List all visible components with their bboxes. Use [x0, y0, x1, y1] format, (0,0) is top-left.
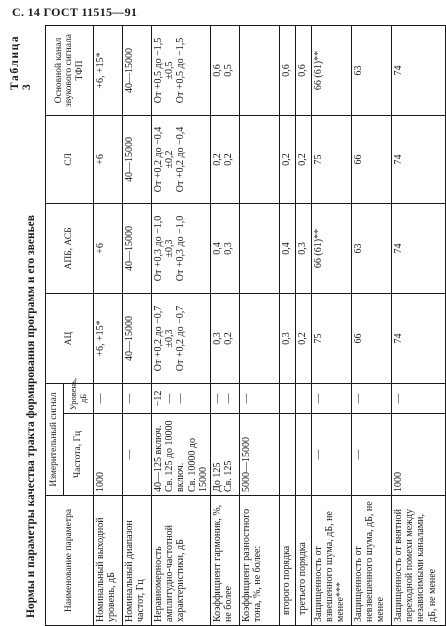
cell-apb: 66 (61)** [311, 203, 351, 293]
row-name: Коэффициент разностного тона, %, не более: [239, 496, 279, 626]
cell-ac: От +0,2 до −0,7 ±0,3 От +0,2 до −0,7 [152, 293, 211, 383]
cell-freq: 5000—15000 [239, 414, 279, 496]
table-row [391, 25, 445, 625]
table-row [152, 25, 211, 625]
cell-freq: 1000 [391, 414, 445, 496]
cell-apb: 0,4 [279, 203, 295, 293]
cell-sl [239, 115, 279, 203]
row-name: Защищенность от невзвешенного шума, дБ, не менее [351, 496, 391, 626]
cell-main: 63 [351, 25, 391, 115]
row-name: Номинальный выходной уровень, дБ [94, 496, 123, 626]
cell-freq: 40—125 включ. Св. 125 до 10000 включ. Св. 10000 до 15000 [152, 414, 211, 496]
rotated-table-block [9, 26, 438, 626]
header-freq: Частота, Гц [64, 414, 94, 496]
cell-main: 0,6 0,5 [210, 25, 239, 115]
header-signal-group: Измерительный сигнал [46, 383, 64, 495]
cell-apb: 63 [351, 203, 391, 293]
row-name: Неравномерность амплитудно-частотной характеристики, дБ [152, 496, 211, 626]
cell-sl: 75 [311, 115, 351, 203]
cell-apb: От +0,3 до −1,0 ±0,3 От +0,3 до −1,0 [152, 203, 211, 293]
cell-ac: 74 [391, 293, 445, 383]
cell-sl: 40—15000 [123, 115, 152, 203]
cell-main: 0,6 [279, 25, 295, 115]
row-name: Защищенность от взвешенного шума, дБ, не менее*** [311, 496, 351, 626]
cell-level: — [123, 383, 152, 413]
cell-sl: 0,2 [295, 115, 311, 203]
page-header: С. 14 ГОСТ 11515—91 [12, 5, 138, 19]
cell-apb: 0,4 0,3 [210, 203, 239, 293]
table-label: Таблица 3 [9, 34, 33, 90]
header-ac: АЦ [46, 293, 94, 383]
cell-freq: — [123, 414, 152, 496]
quality-norms-table [45, 25, 446, 626]
cell-level: — — [210, 383, 239, 413]
cell-ac: 75 [311, 293, 351, 383]
table-row [351, 25, 391, 625]
cell-main: 66 (61)** [311, 25, 351, 115]
header-param: Наименование параметра [46, 496, 94, 626]
cell-freq: 1000 [94, 414, 123, 496]
cell-sl: От +0,2 до −0,4 ±0,2 От +0,2 до −0,4 [152, 115, 211, 203]
table-row [295, 25, 311, 625]
cell-main: 40—15000 [123, 25, 152, 115]
cell-ac [239, 293, 279, 383]
cell-main: От +0,5 до −1,5 ±0,5 От +0,5 до −1,5 [152, 25, 211, 115]
table-row [311, 25, 351, 625]
cell-ac: 0,3 0,2 [210, 293, 239, 383]
table-header-row [46, 25, 64, 625]
cell-level: — [391, 383, 445, 413]
cell-level [279, 383, 295, 413]
cell-freq: До 125 Св. 125 [210, 414, 239, 496]
cell-apb [239, 203, 279, 293]
cell-apb: 40—15000 [123, 203, 152, 293]
cell-ac: 40—15000 [123, 293, 152, 383]
table-row [123, 25, 152, 625]
cell-apb: +6 [94, 203, 123, 293]
cell-level: −12 — — [152, 383, 211, 413]
cell-level [295, 383, 311, 413]
table-row [210, 25, 239, 625]
row-name: второго порядка [279, 496, 295, 626]
header-sl: СЛ [46, 115, 94, 203]
header-apb: АПБ, АСБ [46, 203, 94, 293]
cell-sl: +6 [94, 115, 123, 203]
cell-level: — [239, 383, 279, 413]
cell-main [239, 25, 279, 115]
cell-apb: 0,3 [295, 203, 311, 293]
cell-ac: 0,2 [295, 293, 311, 383]
table-row [279, 25, 295, 625]
cell-ac: 0,3 [279, 293, 295, 383]
row-name: третьего порядка [295, 496, 311, 626]
cell-sl: 66 [351, 115, 391, 203]
table-row [94, 25, 123, 625]
table-caption: Нормы и параметры качества тракта формирования программ и его звеньев [25, 215, 37, 618]
header-main: Основной канал звукового сигнала ТФП [46, 25, 94, 115]
row-name: Защищенность от внятной переходной помехи между независимыми каналами, дБ, не менее [391, 496, 445, 626]
table-row [239, 25, 279, 625]
cell-ac: +6, +15* [94, 293, 123, 383]
cell-ac: 66 [351, 293, 391, 383]
cell-sl: 0,2 0,2 [210, 115, 239, 203]
cell-apb: 74 [391, 203, 445, 293]
cell-freq [295, 414, 311, 496]
cell-level: — [311, 383, 351, 413]
cell-freq [279, 414, 295, 496]
header-level: Уровень, дБ [64, 383, 94, 413]
cell-sl: 0,2 [279, 115, 295, 203]
cell-main: 0,6 [295, 25, 311, 115]
row-name: Коэффициент гармоник, %, не более [210, 496, 239, 626]
row-name: Номинальный диапазон частот, Гц [123, 496, 152, 626]
cell-freq: — [351, 414, 391, 496]
cell-main: 74 [391, 25, 445, 115]
cell-level: — [351, 383, 391, 413]
cell-level: — [94, 383, 123, 413]
cell-main: +6, +15* [94, 25, 123, 115]
cell-sl: 74 [391, 115, 445, 203]
cell-freq: — [311, 414, 351, 496]
